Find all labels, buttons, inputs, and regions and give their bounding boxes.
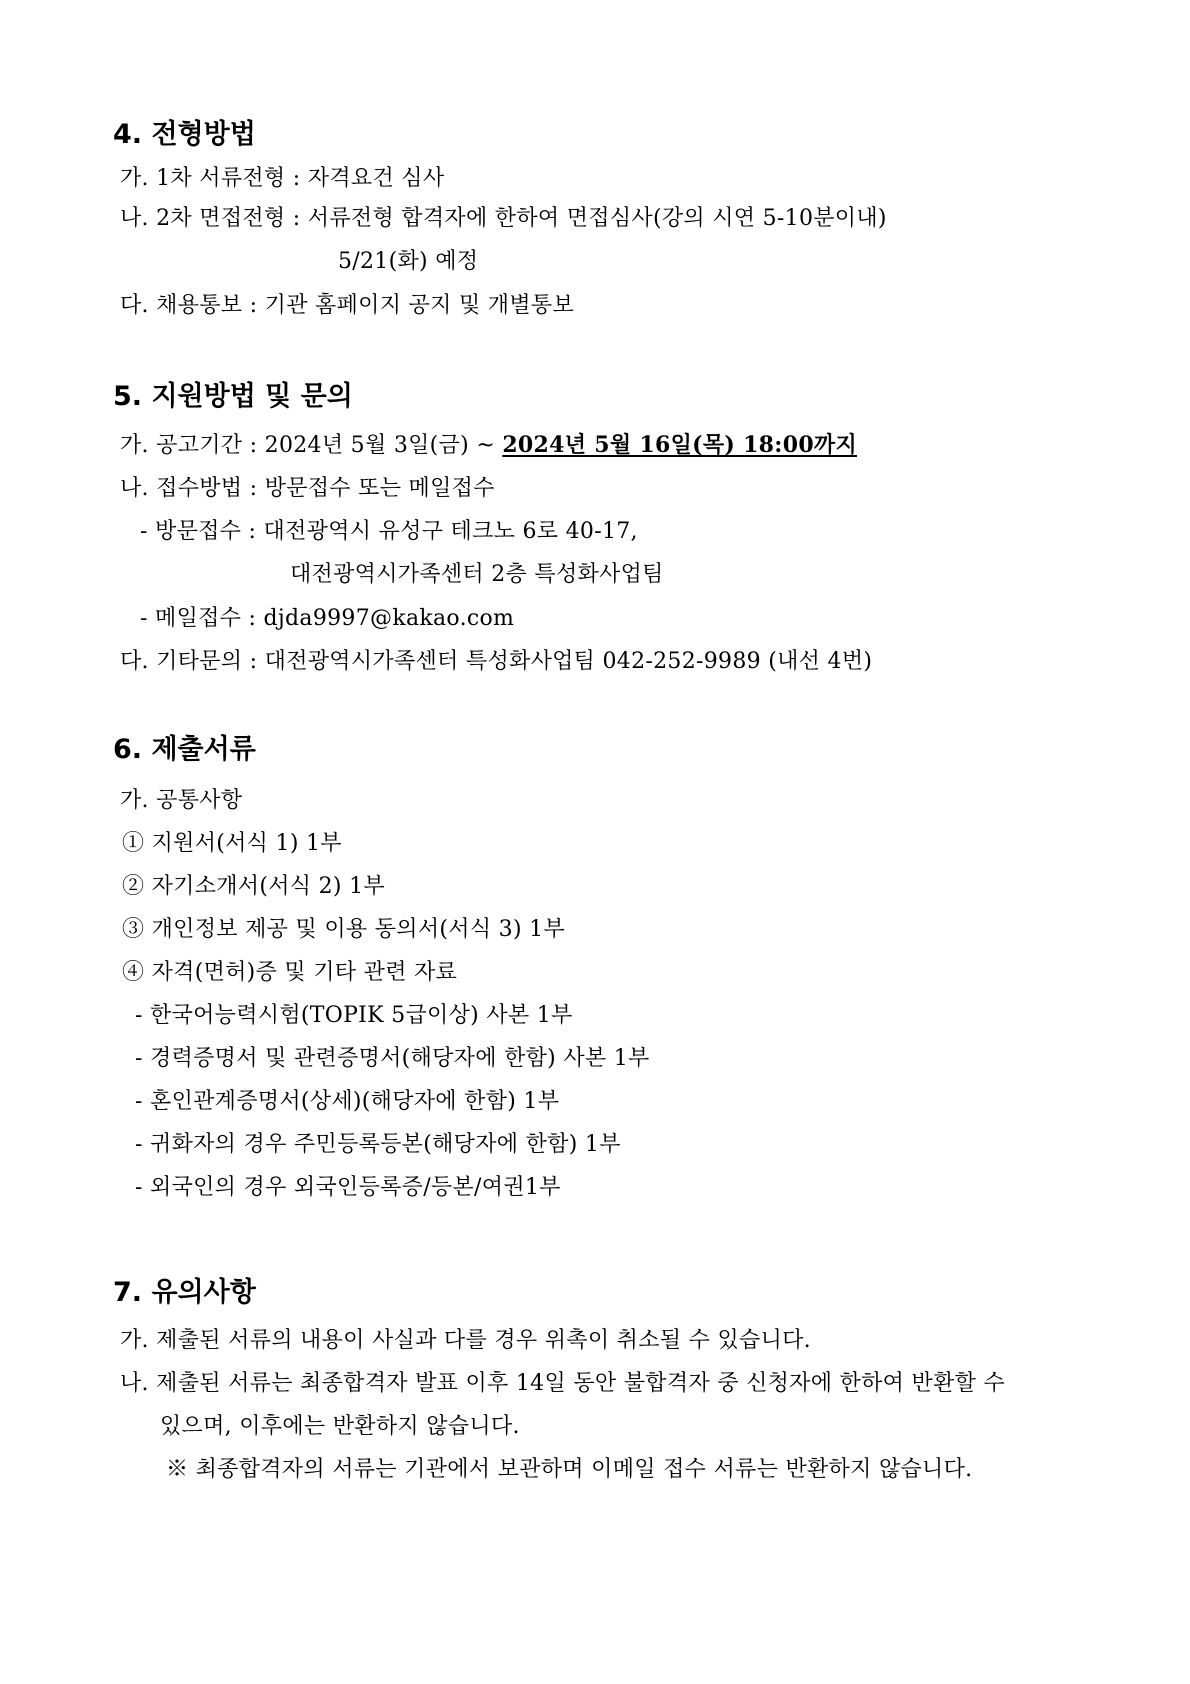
section-7-heading: 7. 유의사항 (113, 1277, 256, 1308)
s4-item-2-cont: 5/21(화) 예정 (338, 249, 479, 274)
s6-item-7: - 경력증명서 및 관련증명서(해당자에 한함) 사본 1부 (135, 1046, 650, 1071)
s5-item-period (120, 430, 857, 461)
s5-item-method: 나. 접수방법 : 방문접수 또는 메일접수 (120, 476, 495, 501)
s7-note: ※ 최종합격자의 서류는 기관에서 보관하며 이메일 접수 서류는 반환하지 않습니다. (166, 1457, 973, 1482)
s6-item-5: ④ 자격(면허)증 및 기타 관련 자료 (122, 960, 458, 985)
s4-item-2: 나. 2차 면접전형 : 서류전형 합격자에 한하여 면접심사(강의 시연 5-10분이내) (120, 206, 887, 231)
s5-item-email: - 메일접수 : djda9997@kakao.com (140, 606, 515, 631)
s4-item-1: 가. 1차 서류전형 : 자격요건 심사 (120, 166, 445, 191)
s6-item-6: - 한국어능력시험(TOPIK 5급이상) 사본 1부 (135, 1003, 573, 1028)
s6-item-4: ③ 개인정보 제공 및 이용 동의서(서식 3) 1부 (122, 917, 565, 942)
s5-item-contact: 다. 기타문의 : 대전광역시가족센터 특성화사업팀 042-252-9989 (내선 4번) (120, 649, 873, 674)
s7-item-2-cont: 있으며, 이후에는 반환하지 않습니다. (160, 1414, 520, 1439)
s5-period-prefix: 가. 공고기간 : 2024년 5월 3일(금) ~ (120, 433, 503, 458)
s6-item-8: - 혼인관계증명서(상세)(해당자에 한함) 1부 (135, 1089, 560, 1114)
s6-item-2: ① 지원서(서식 1) 1부 (122, 831, 342, 856)
section-6-heading: 6. 제출서류 (113, 734, 256, 765)
s7-item-1: 가. 제출된 서류의 내용이 사실과 다를 경우 위촉이 취소될 수 있습니다. (120, 1328, 811, 1353)
s5-item-visit: - 방문접수 : 대전광역시 유성구 테크노 6로 40-17, (140, 519, 638, 544)
section-4-heading: 4. 전형방법 (113, 119, 256, 150)
s5-item-visit-cont: 대전광역시가족센터 2층 특성화사업팀 (290, 562, 664, 587)
s6-item-3: ② 자기소개서(서식 2) 1부 (122, 874, 385, 899)
s6-item-9: - 귀화자의 경우 주민등록등본(해당자에 한함) 1부 (135, 1132, 621, 1157)
s4-item-3: 다. 채용통보 : 기관 홈페이지 공지 및 개별통보 (120, 293, 574, 318)
s5-period-deadline: 2024년 5월 16일(목) 18:00까지 (502, 432, 858, 458)
s6-item-10: - 외국인의 경우 외국인등록증/등본/여권1부 (135, 1175, 561, 1200)
s7-item-2: 나. 제출된 서류는 최종합격자 발표 이후 14일 동안 불합격자 중 신청자에 한하여 반환할 수 (120, 1371, 1006, 1396)
s6-item-1: 가. 공통사항 (120, 788, 243, 813)
section-5-heading: 5. 지원방법 및 문의 (113, 381, 353, 412)
